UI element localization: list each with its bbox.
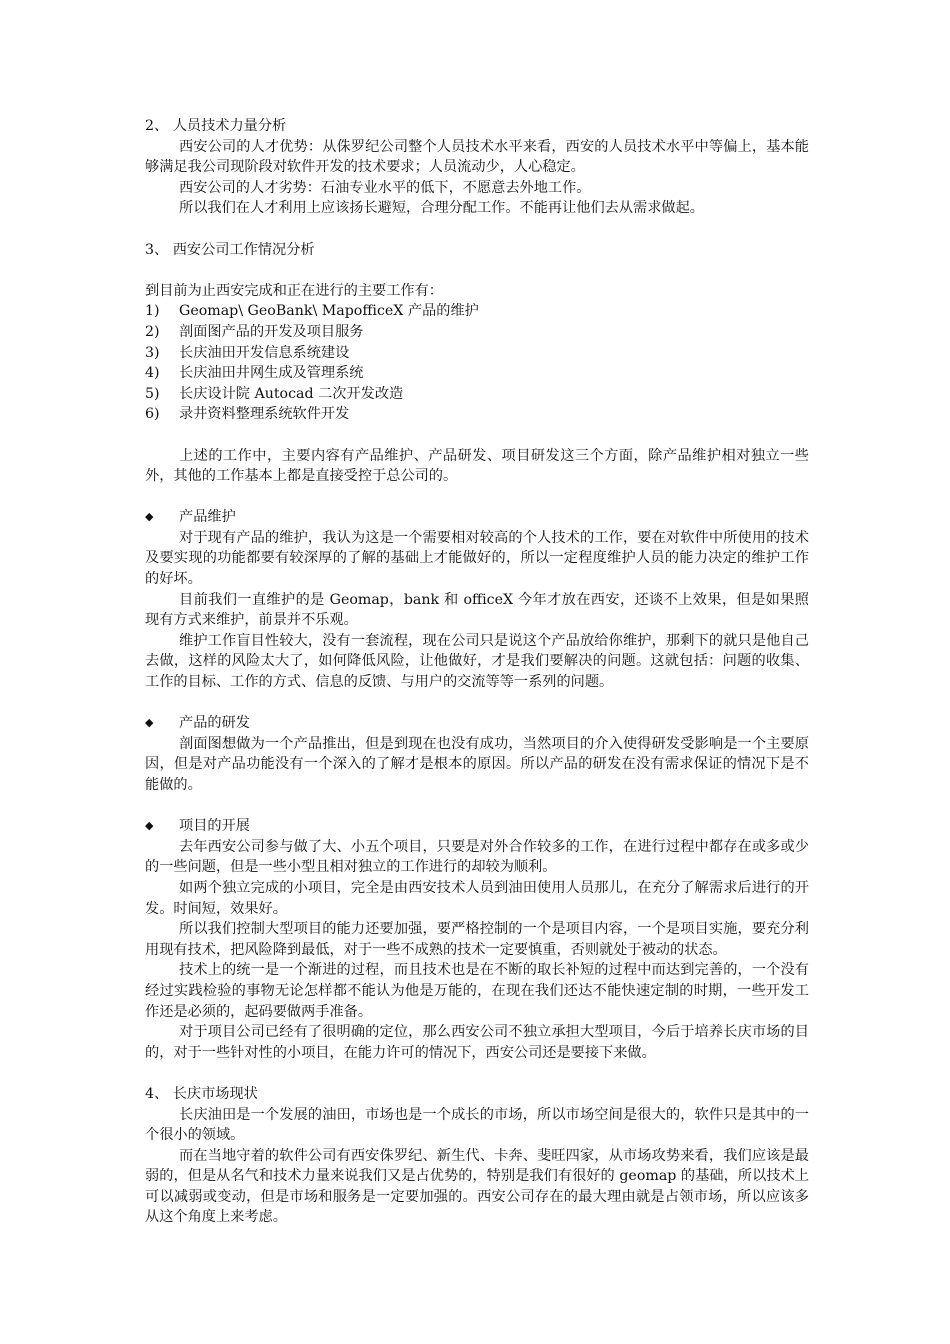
spacer [145, 219, 809, 240]
section-3-intro: 到目前为止西安完成和正在进行的主要工作有： [145, 282, 443, 299]
paragraph: 而在当地守着的软件公司有西安侏罗纪、新生代、卡奔、斐旺四家，从市场攻势来看，我们应该是最弱的，但是从名气和技术力量来说我们又是占优势的，特别是我们有很好的 geomap 的基础，所以技术上可以减弱或变动，但是市场和服务是一定要加强的。西安公司存在的最大理由就是占领市场，所以应该多从这个角度上来考虑。 [145, 1147, 809, 1226]
spacer [145, 1063, 809, 1084]
list-item [145, 343, 809, 364]
spacer [145, 487, 809, 508]
paragraph: 技术上的统一是一个渐进的过程，而且技术也是在不断的取长补短的过程中而达到完善的，一个没有经过实践检验的事物无论怎样都不能认为他是万能的，在现在我们还达不能快速定制的时期，一些开发工作还是必须的，起码要做两手准备。 [145, 962, 809, 1020]
section-4-heading: 4、 长庆市场现状 [145, 1085, 258, 1102]
list-number: 1) [145, 303, 160, 320]
bullet-title: 产品维护 [179, 509, 236, 526]
list-text: Geomap\ GeoBank\ MapofficeX 产品的维护 [179, 303, 479, 320]
list-item [145, 363, 809, 384]
bullet-heading-projects [145, 816, 809, 837]
spacer [145, 796, 809, 817]
list-number: 6) [145, 406, 160, 423]
paragraph: 西安公司的人才劣势：石油专业水平的低下，不愿意去外地工作。 [179, 179, 591, 196]
list-number: 3) [145, 344, 160, 361]
bullet-heading-maintenance [145, 507, 809, 528]
list-item [145, 301, 809, 322]
list-text: 剖面图产品的开发及项目服务 [179, 323, 364, 340]
paragraph: 长庆油田是一个发展的油田，市场也是一个成长的市场，所以市场空间是很大的，软件只是其中的一个很小的领域。 [145, 1106, 809, 1144]
paragraph: 所以我们控制大型项目的能力还要加强，要严格控制的一个是项目内容，一个是项目实施，要充分利用现有技术，把风险降到最低，对于一些不成熟的技术一定要慎重，否则就处于被动的状态。 [145, 921, 809, 958]
section-2-heading: 2、 人员技术力量分析 [145, 118, 287, 134]
paragraph: 对于现有产品的维护，我认为这是一个需要相对较高的个人技术的工作，要在对软件中所使用的技术及要实现的功能都要有较深厚的了解的基础上才能做好的，所以一定程度维护人员的能力决定的维护工作的好坏。 [145, 529, 809, 588]
paragraph: 对于项目公司已经有了很明确的定位，那么西安公司不独立承担大型项目，今后于培养长庆市场的目的，对于一些针对性的小项目，在能力许可的情况下，西安公司还是要接下来做。 [145, 1024, 809, 1061]
list-number: 5) [145, 385, 160, 402]
list-text: 长庆油田开发信息系统建设 [179, 344, 350, 361]
spacer [145, 260, 809, 281]
paragraph: 去年西安公司参与做了大、小五个项目，只要是对外合作较多的工作，在进行过程中都存在或多或少的一些问题，但是一些小型且相对独立的工作进行的却较为顺利。 [145, 838, 809, 876]
spacer [145, 425, 809, 446]
diamond-bullet-icon: ◆ [145, 716, 154, 730]
section-3-heading: 3、 西安公司工作情况分析 [145, 241, 315, 258]
list-number: 4) [145, 365, 160, 382]
list-text: 长庆设计院 Autocad 二次开发改造 [179, 385, 404, 402]
list-text: 录井资料整理系统软件开发 [179, 406, 350, 423]
spacer [145, 693, 809, 714]
bullet-title: 产品的研发 [179, 715, 250, 732]
list-item [145, 384, 809, 405]
section-3-summary: 上述的工作中，主要内容有产品维护、产品研发、项目研发这三个方面，除产品维护相对独立一些外，其他的工作基本上都是直接受控于总公司的。 [145, 447, 809, 485]
paragraph: 西安公司的人才优势：从侏罗纪公司整个人员技术水平来看，西安的人员技术水平中等偏上，基本能够满足我公司现阶段对软件开发的技术要求；人员流动少，人心稳定。 [145, 138, 809, 176]
list-text: 长庆油田井网生成及管理系统 [179, 365, 364, 382]
paragraph: 维护工作盲目性较大，没有一套流程，现在公司只是说这个产品放给你维护，那剩下的就只是他自己去做，这样的风险太大了，如何降低风险，让他做好，才是我们要解决的问题。这就包括：问题的收集、工作的目标、工作的方式、信息的反馈、与用户的交流等等一系列的问题。 [145, 632, 809, 691]
paragraph: 所以我们在人才利用上应该扬长避短，合理分配工作。不能再让他们去从需求做起。 [179, 200, 704, 217]
list-item [145, 404, 809, 425]
bullet-title: 项目的开展 [179, 818, 250, 835]
paragraph: 目前我们一直维护的是 Geomap，bank 和 officeX 今年才放在西安，还谈不上效果，但是如果照现有方式来维护，前景并不乐观。 [145, 591, 809, 629]
paragraph: 如两个独立完成的小项目，完全是由西安技术人员到油田使用人员那儿，在充分了解需求后进行的开发。时间短，效果好。 [145, 879, 809, 917]
document-page [145, 116, 809, 1228]
diamond-bullet-icon: ◆ [145, 819, 154, 833]
bullet-heading-research [145, 713, 809, 734]
list-number: 2) [145, 323, 160, 340]
work-list [145, 301, 809, 425]
list-item [145, 322, 809, 343]
paragraph: 剖面图想做为一个产品推出，但是到现在也没有成功，当然项目的介入使得研发受影响是一个主要原因，但是对产品功能没有一个深入的了解才是根本的原因。所以产品的研发在没有需求保证的情况下是不能做的。 [145, 735, 809, 793]
diamond-bullet-icon: ◆ [145, 510, 154, 524]
